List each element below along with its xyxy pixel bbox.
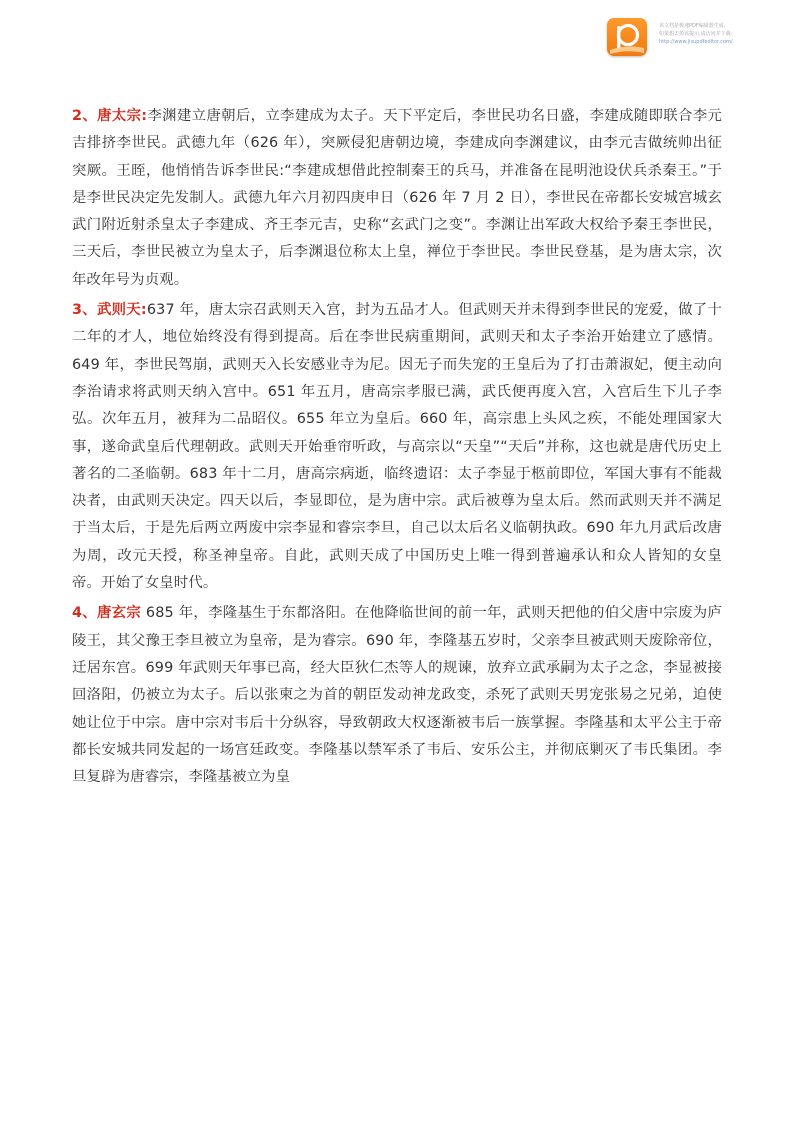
section-heading: 3、武则天: [72, 302, 147, 319]
paragraph-tang-taizong [72, 103, 722, 294]
watermark-line-2: 如果想去掉该提示,请访问并下载: [659, 31, 733, 37]
watermark-notice [659, 22, 777, 46]
pdf-p-logo-icon [607, 18, 647, 56]
paragraph-tang-xuanzong [72, 600, 722, 791]
watermark-url[interactable]: http://www.jisupdfeditor.com/ [659, 39, 733, 45]
pdf-editor-watermark [607, 18, 777, 58]
document-body [72, 103, 722, 794]
pdf-p-logo-glyph [607, 18, 647, 56]
paragraph-text: 685 年，李隆基生于东都洛阳。在他降临世间的前一年，武则天把他的伯父唐中宗废为庐陵王，其父豫王李旦被立为皇帝，是为睿宗。690 年，李隆基五岁时，父亲李旦被武则天废除帝位，迁居东宫。699 年武则天年事已高，经大臣狄仁杰等人的规谏，放弃立武承嗣为太子之念，李显被接回洛阳，仍被立为太子。后以张柬之为首的朝臣发动神龙政变，杀死了武则天男宠张易之兄弟，迫使她让位于中宗。唐中宗对韦后十分纵容，导致朝政大权逐渐被韦后一族掌握。李隆基和太平公主于帝都长安城共同发起的一场宫廷政变。李隆基以禁军杀了韦后、安乐公主，并彻底剿灭了韦氏集团。李旦复辟为唐睿宗，李隆基被立为皇 [72, 605, 722, 786]
paragraph-wu-zetian [72, 297, 722, 597]
watermark-line-1: 该文档是极速PDF编辑器生成, [659, 23, 726, 29]
section-heading: 2、唐太宗: [72, 108, 148, 124]
paragraph-text: 李渊建立唐朝后，立李建成为太子。天下平定后，李世民功名日盛，李建成随即联合李元吉排挤李世民。武德九年（626 年），突厥侵犯唐朝边境，李建成向李渊建议，由李元吉做统帅出征突厥。王晊，他悄悄告诉李世民:“李建成想借此控制秦王的兵马，并准备在昆明池设伏兵杀秦王。”于是李世民决定先发制人。武德九年六月初四庚申日（626 年 7 月 2 日），李世民在帝都长安城宫城玄武门附近射杀皇太子李建成、齐王李元吉，史称“玄武门之变”。李渊让出军政大权给予秦王李世民，三天后，李世民被立为皇太子，后李渊退位称太上皇，禅位于李世民。李世民登基，是为唐太宗，次年改年号为贞观。 [72, 108, 722, 288]
paragraph-text: 637 年，唐太宗召武则天入宫，封为五品才人。但武则天并未得到李世民的宠爱，做了十二年的才人，地位始终没有得到提高。后在李世民病重期间，武则天和太子李治开始建立了感情。649 年，李世民驾崩，武则天入长安感业寺为尼。因无子而失宠的王皇后为了打击萧淑妃，便主动向李治请求将武则天纳入宫中。651 年五月，唐高宗孝服已满，武氏便再度入宫，入宫后生下儿子李弘。次年五月，被拜为二品昭仪。655 年立为皇后。660 年，高宗患上头风之疾，不能处理国家大事，遂命武皇后代理朝政。武则天开始垂帘听政，与高宗以“天皇”“天后”并称，这也就是唐代历史上著名的二圣临朝。683 年十二月，唐高宗病逝，临终遗诏：太子李显于柩前即位，军国大事有不能裁决者，由武则天决定。四天以后，李显即位，是为唐中宗。武后被尊为皇太后。然而武则天并不满足于当太后，于是先后两立两废中宗李显和睿宗李旦，自己以太后名义临朝执政。690 年九月武后改唐为周，改元天授，称圣神皇帝。自此，武则天成了中国历史上唯一得到普遍承认和众人皆知的女皇帝。开始了女皇时代。 [72, 302, 722, 592]
section-heading: 4、唐玄宗 [72, 605, 142, 622]
